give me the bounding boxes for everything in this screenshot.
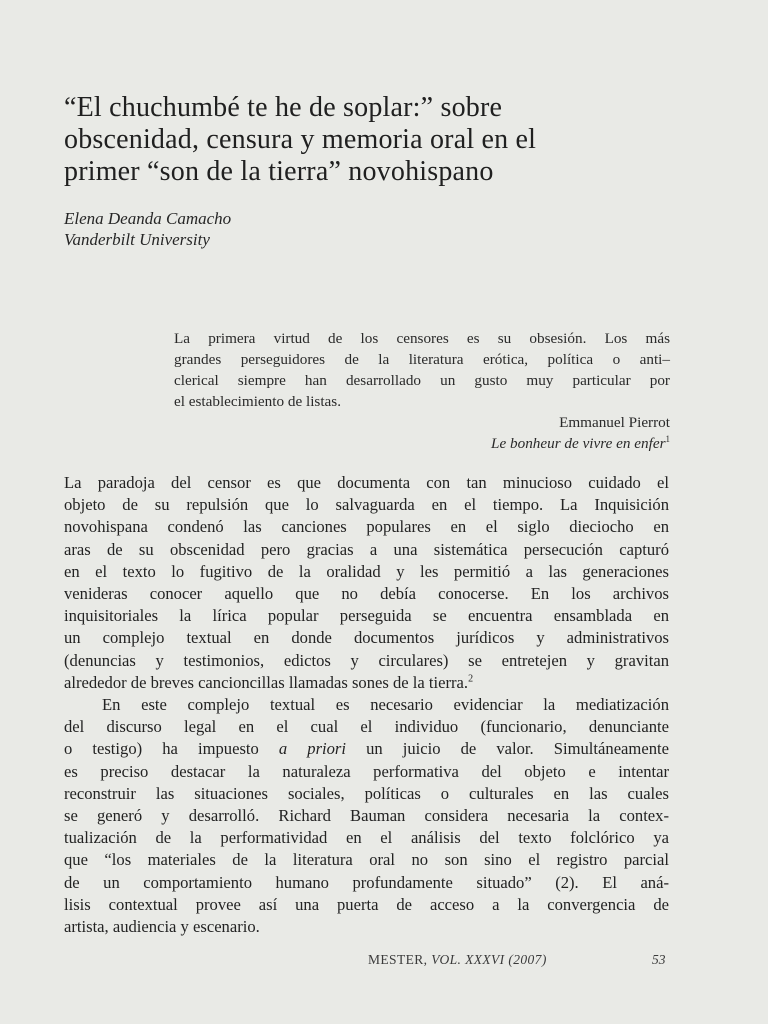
body-line [64, 672, 669, 694]
body-line: reconstruir las situaciones sociales, políticas o culturales en las cuales [64, 783, 669, 803]
epigraph-source [174, 433, 670, 454]
italic-term: a priori [278, 739, 346, 759]
body-line: de un comportamiento humano profundamente situado” (2). El aná- [64, 872, 669, 892]
journal-name: MESTER, [368, 952, 428, 967]
journal-volume: VOL. XXXVI (2007) [431, 952, 547, 967]
epigraph-line: clerical siempre han desarrollado un gusto muy particular por [174, 372, 670, 389]
author-affiliation: Vanderbilt University [64, 230, 210, 249]
article-title [64, 92, 684, 188]
author-name: Elena Deanda Camacho [64, 209, 232, 228]
body-line: venideras conocer aquello que no debía conocerse. En los archivos [64, 584, 669, 604]
epigraph-line: el establecimiento de listas. [174, 393, 342, 410]
body-text [64, 472, 669, 938]
title-line: primer “son de la tierra” novohispano [64, 156, 494, 187]
body-line: aras de su obscenidad pero gracias a una sistemática persecución capturó [64, 539, 669, 559]
footnote-marker: 1 [665, 433, 670, 444]
body-line: La paradoja del censor es que documenta con tan minucioso cuidado el [64, 473, 669, 492]
author-block [64, 208, 231, 250]
body-line: (denuncias y testimonios, edictos y circulares) se entretejen y gravitan [64, 650, 669, 670]
body-line: que “los materiales de la literatura oral no son sino el registro parcial [64, 850, 669, 870]
body-line: un complejo textual en donde documentos jurídicos y administrativos [64, 628, 669, 648]
page-footer [0, 952, 768, 972]
journal-citation [368, 952, 547, 968]
body-line: del discurso legal en el cual el individuo (funcionario, denunciante [64, 717, 669, 737]
epigraph-source-title: Le bonheur de vivre en enfer [491, 435, 666, 452]
paragraph-1 [64, 472, 669, 694]
body-line: tualización de la performatividad en el análisis del texto folclórico ya [64, 828, 669, 848]
body-line: en el texto lo fugitivo de la oralidad y les permitió a las generaciones [64, 561, 669, 581]
body-line: es preciso destacar la naturaleza performativa del objeto e intentar [64, 761, 669, 781]
title-line: “El chuchumbé te he de soplar:” sobre [64, 92, 503, 123]
epigraph-line: La primera virtud de los censores es su obsesión. Los más [174, 330, 670, 347]
body-line: objeto de su repulsión que lo salvaguarda en el tiempo. La Inquisición [64, 495, 669, 515]
body-line: artista, audiencia y escenario. [64, 917, 260, 937]
epigraph [174, 328, 670, 454]
body-line: lisis contextual provee así una puerta de acceso a la convergencia de [64, 894, 669, 914]
body-line-text: un juicio de valor. Simultáneamente [366, 739, 669, 759]
footnote-marker: 2 [468, 673, 474, 685]
body-line-text: o testigo) ha impuesto [64, 739, 259, 759]
paragraph-2 [64, 694, 669, 938]
page-number: 53 [652, 952, 666, 967]
body-line: novohispana condenó las canciones populares en el siglo dieciocho en [64, 517, 669, 537]
body-line: inquisitoriales la lírica popular perseguida se encuentra ensamblada en [64, 606, 669, 626]
body-line-text: alrededor de breves cancioncillas llamadas sones de la tierra. [64, 672, 469, 692]
epigraph-line: grandes perseguidores de la literatura erótica, política o anti– [174, 351, 670, 368]
epigraph-author: Emmanuel Pierrot [559, 414, 670, 431]
title-line: obscenidad, censura y memoria oral en el [64, 124, 537, 155]
body-line [64, 738, 669, 760]
body-line: se generó y desarrolló. Richard Bauman considera necesaria la contex- [64, 806, 669, 826]
body-line: En este complejo textual es necesario evidenciar la mediatización [102, 695, 669, 715]
